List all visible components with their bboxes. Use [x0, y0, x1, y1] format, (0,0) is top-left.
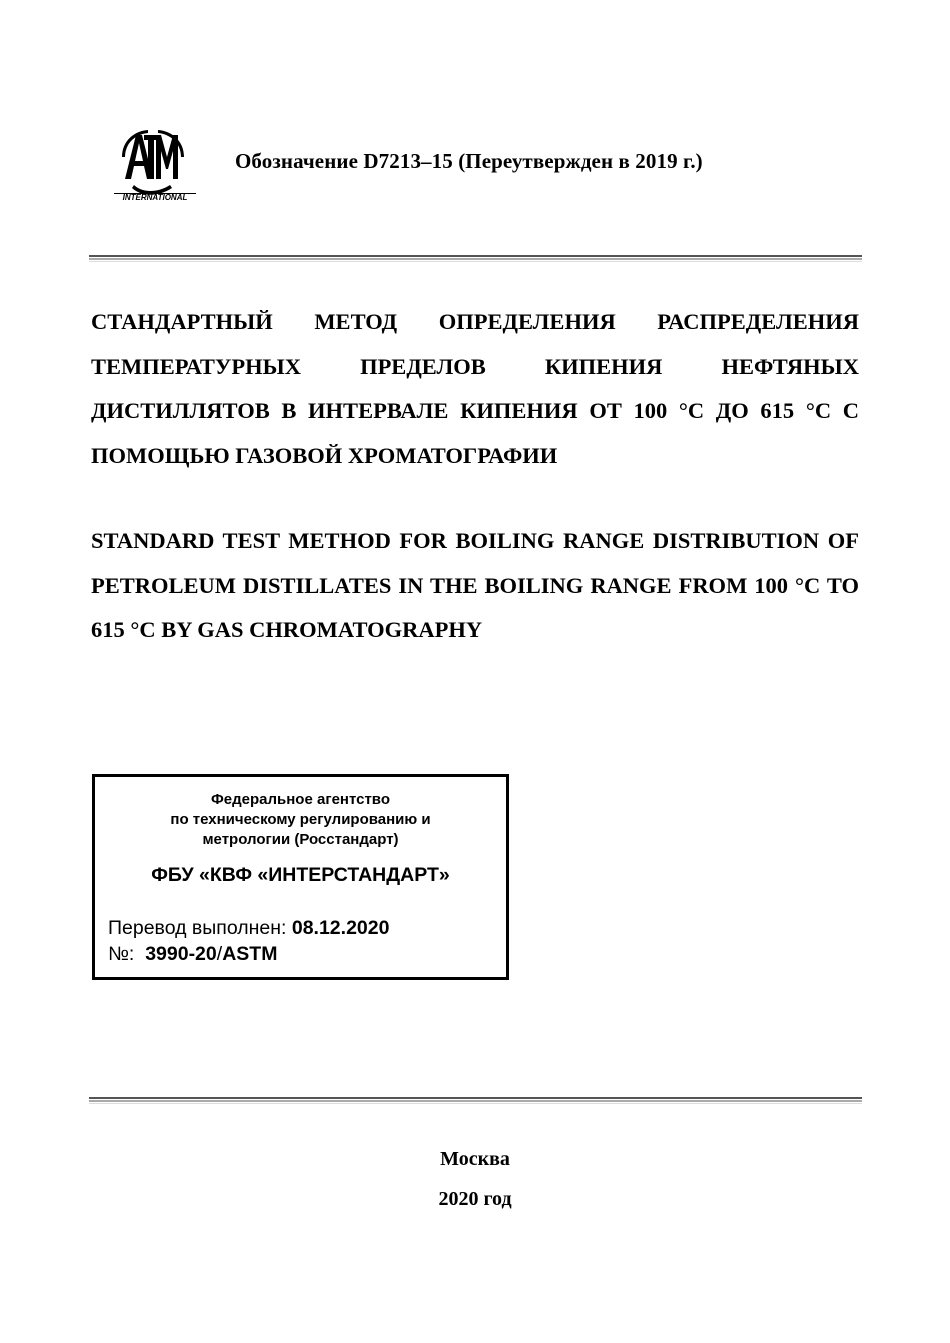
astm-logo-icon	[112, 127, 198, 201]
agency-name	[95, 790, 506, 850]
translation-date: 08.12.2020	[291, 917, 390, 939]
agency-line: Федеральное агентство	[210, 791, 390, 808]
astm-logo	[112, 127, 198, 201]
title-english: STANDARD TEST METHOD FOR BOILING RANGE DISTRIBUTION OF PETROLEUM DISTILLATES IN THE BOILING RANGE FROM 100 °C TO 615 °C BY GAS CHROMATOGRAPHY	[91, 528, 859, 642]
translation-stamp	[92, 774, 509, 980]
organization-name: ФБУ «КВФ «ИНТЕРСТАНДАРТ»	[151, 864, 450, 886]
city: Москва	[440, 1148, 510, 1170]
translation-label: Перевод выполнен:	[108, 917, 287, 939]
logo-subtext: INTERNATIONAL	[122, 193, 188, 201]
translation-number-row	[108, 943, 277, 966]
bottom-divider	[89, 1097, 862, 1104]
year: 2020 год	[438, 1188, 512, 1210]
number-label: №:	[108, 943, 135, 965]
agency-line: метрологии (Росстандарт)	[202, 831, 399, 848]
document-designation: Обозначение D7213–15 (Переутвержден в 2019 г.)	[235, 149, 703, 173]
translation-date-row	[108, 917, 389, 940]
title-russian: СТАНДАРТНЫЙ МЕТОД ОПРЕДЕЛЕНИЯ РАСПРЕДЕЛЕНИЯ ТЕМПЕРАТУРНЫХ ПРЕДЕЛОВ КИПЕНИЯ НЕФТЯНЫХ ДИСТИЛЛЯТОВ В ИНТЕРВАЛЕ КИПЕНИЯ ОТ 100 °С ДО 615 °С С ПОМОЩЬЮ ГАЗОВОЙ ХРОМАТОГРАФИИ	[91, 309, 859, 468]
agency-line: по техническому регулированию и	[170, 811, 431, 828]
top-divider	[89, 255, 862, 262]
number-suffix: ASTM	[222, 943, 278, 965]
number-separator: /	[216, 943, 223, 965]
number-value: 3990-20	[145, 943, 217, 965]
